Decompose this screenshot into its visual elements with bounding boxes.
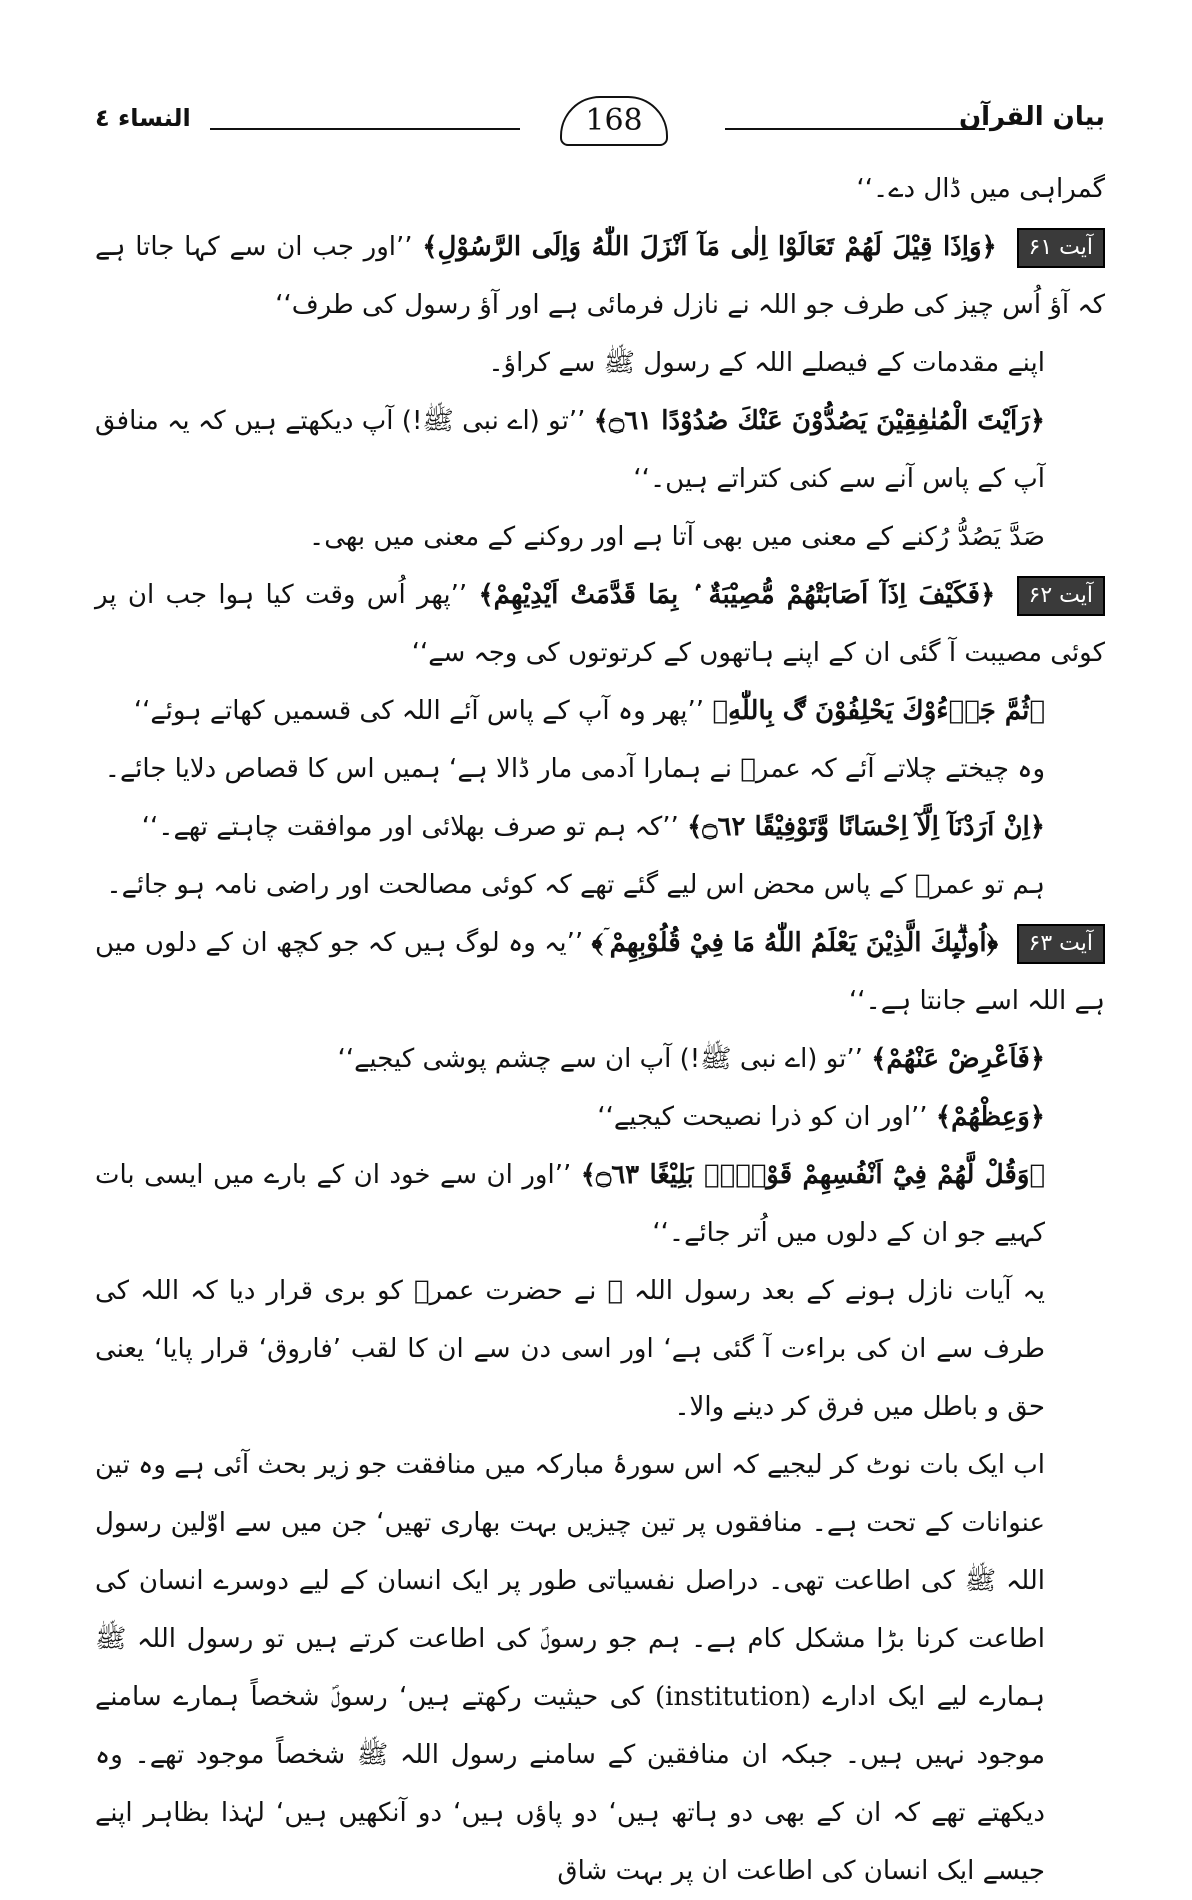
translation-text: ’’پھر اُس وقت کیا ہوا جب ان پر کوئی مصیبت آ گئی ان کے اپنے ہاتھوں کے کرتوتوں کی وجہ سے‘‘ [95,580,1105,668]
translation-text: ’’اور ان سے خود ان کے بارے میں ایسی بات کہیے جو ان کے دلوں میں اُتر جائے۔‘‘ [95,1160,1045,1248]
paragraph [95,508,1105,566]
header-rule-right [725,128,985,130]
para-text: صَدَّ يَصُدُّ رُکنے کے معنی میں بھی آتا ہے اور روکنے کے معنی میں بھی۔ [309,522,1045,552]
book-title: بیان القرآن [958,102,1105,132]
para-text: گمراہی میں ڈال دے۔‘‘ [856,174,1105,204]
para-text: اپنے مقدمات کے فیصلے اللہ کے رسول ﷺ سے کراؤ۔ [488,348,1045,378]
para-text: اب ایک بات نوٹ کر لیجیے کہ اس سورۂ مبارکہ میں منافقت جو زیر بحث آئی ہے وہ تین عنوانات کے تحت ہے۔ منافقوں پر تین چیزیں بہت بھاری تھیں‘ جن میں سے اوّلین رسول اللہ ﷺ کی اطاعت تھی۔ دراصل نفسیاتی طور پر ایک انسان کے لیے دوسرے انسان کی اطاعت کرنا بڑا مشکل کام ہے۔ ہم جو رسولؐ کی اطاعت کرتے ہیں تو رسول اللہ ﷺ ہمارے لیے ایک ادارے [95,1450,1045,1712]
arabic-verse: ﴿اُولٰۗىِٕكَ الَّذِيْنَ يَعْلَمُ اللّٰهُ مَا فِيْ قُلُوْبِهِمْ ۤ﴾ [591,928,999,958]
verse-paragraph [95,1030,1105,1088]
verse-badge: آیت ۶۱ [1017,228,1105,268]
paragraph [95,1436,1105,1900]
paragraph [95,160,1105,218]
surah-name: النساء ٤ [95,104,191,132]
para-text: وہ چیختے چلاتے آئے کہ عمرؓ نے ہمارا آدمی مار ڈالا ہے‘ ہمیں اس کا قصاص دلایا جائے۔ [104,754,1045,784]
verse-paragraph [95,566,1105,682]
arabic-verse: ﴿اِنْ اَرَدْنَآ اِلَّآ اِحْسَانًا وَّتَوْفِيْقًا ۝٦٢﴾ [687,812,1045,842]
body-text [95,160,1105,1900]
verse-badge: آیت ۶۲ [1017,576,1105,616]
verse-paragraph [95,392,1105,508]
verse-paragraph [95,1088,1105,1146]
arabic-verse: ﴿فَاَعْرِضْ عَنْهُمْ﴾ [871,1044,1045,1074]
translation-text: ’’اور جب ان سے کہا جاتا ہے کہ آؤ اُس چیز کی طرف جو اللہ نے نازل فرمائی ہے اور آؤ رسول کی طرف‘‘ [95,232,1105,320]
translation-text: ’’کہ ہم تو صرف بھلائی اور موافقت چاہتے تھے۔‘‘ [141,812,679,842]
page-number: 168 [585,103,643,138]
arabic-verse: ﴿ثُمَّ جَاۗءُوْكَ يَحْلِفُوْنَ ڰ بِاللّٰهِ﴾ [712,696,1045,726]
para-text: یہ آیات نازل ہونے کے بعد رسول اللہ ﷺ نے حضرت عمرؓ کو بری قرار دیا کہ اللہ کی طرف سے ان کی براءت آ گئی ہے‘ اور اسی دن سے ان کا لقب ’فاروق‘ قرار پایا‘ یعنی حق و باطل میں فرق کر دینے والا۔ [95,1276,1045,1422]
arabic-verse: ﴿فَكَيْفَ اِذَآ اَصَابَتْهُمْ مُّصِيْبَةٌ ۢ بِمَا قَدَّمَتْ اَيْدِيْهِمْ﴾ [478,580,996,610]
page-number-frame [560,96,668,146]
translation-text: ’’تو (اے نبی ﷺ!) آپ ان سے چشم پوشی کیجیے‘‘ [337,1044,863,1074]
header-rule-left [210,128,520,130]
verse-paragraph [95,914,1105,1030]
verse-paragraph [95,1146,1105,1262]
translation-text: ’’تو (اے نبی ﷺ!) آپ دیکھتے ہیں کہ یہ منافق آپ کے پاس آنے سے کنی کتراتے ہیں۔‘‘ [95,406,1045,494]
paragraph [95,334,1105,392]
paragraph [95,740,1105,798]
para-text: ہم تو عمرؓ کے پاس محض اس لیے گئے تھے کہ کوئی مصالحت اور راضی نامہ ہو جائے۔ [106,870,1045,900]
arabic-verse: ﴿رَاَيْتَ الْمُنٰفِقِيْنَ يَصُدُّوْنَ عَنْكَ صُدُوْدًا ۝٦١﴾ [593,406,1046,436]
verse-paragraph [95,218,1105,334]
arabic-verse: ﴿وَعِظْهُمْ﴾ [935,1102,1045,1132]
paragraph [95,1262,1105,1436]
verse-paragraph [95,682,1105,740]
translation-text: ’’اور ان کو ذرا نصیحت کیجیے‘‘ [597,1102,928,1132]
arabic-verse: ﴿وَقُلْ لَّهُمْ فِيْٓ اَنْفُسِهِمْ قَوْلًاۢ بَلِيْغًا ۝٦٣﴾ [580,1160,1046,1190]
para-text-continued: کی حیثیت رکھتے ہیں‘ رسولؐ شخصاً ہمارے سامنے موجود نہیں ہیں۔ جبکہ ان منافقین کے سامنے رسول اللہ ﷺ شخصاً موجود تھے۔ وہ دیکھتے تھے کہ ان کے بھی دو ہاتھ ہیں‘ دو پاؤں ہیں‘ دو آنکھیں ہیں‘ لہٰذا بظاہر اپنے جیسے ایک انسان کی اطاعت ان پر بہت شاق [95,1682,1045,1886]
paragraph [95,856,1105,914]
translation-text: ’’یہ وہ لوگ ہیں کہ جو کچھ ان کے دلوں میں ہے اللہ اسے جانتا ہے۔‘‘ [95,928,1105,1016]
english-term: (institution) [655,1682,811,1712]
translation-text: ’’پھر وہ آپ کے پاس آئے اللہ کی قسمیں کھاتے ہوئے‘‘ [133,696,705,726]
verse-badge: آیت ۶۳ [1017,924,1105,964]
arabic-verse: ﴿وَاِذَا قِيْلَ لَهُمْ تَعَالَوْا اِلٰى مَآ اَنْزَلَ اللّٰهُ وَاِلَى الرَّسُوْلِ﴾ [422,232,997,262]
verse-paragraph [95,798,1105,856]
